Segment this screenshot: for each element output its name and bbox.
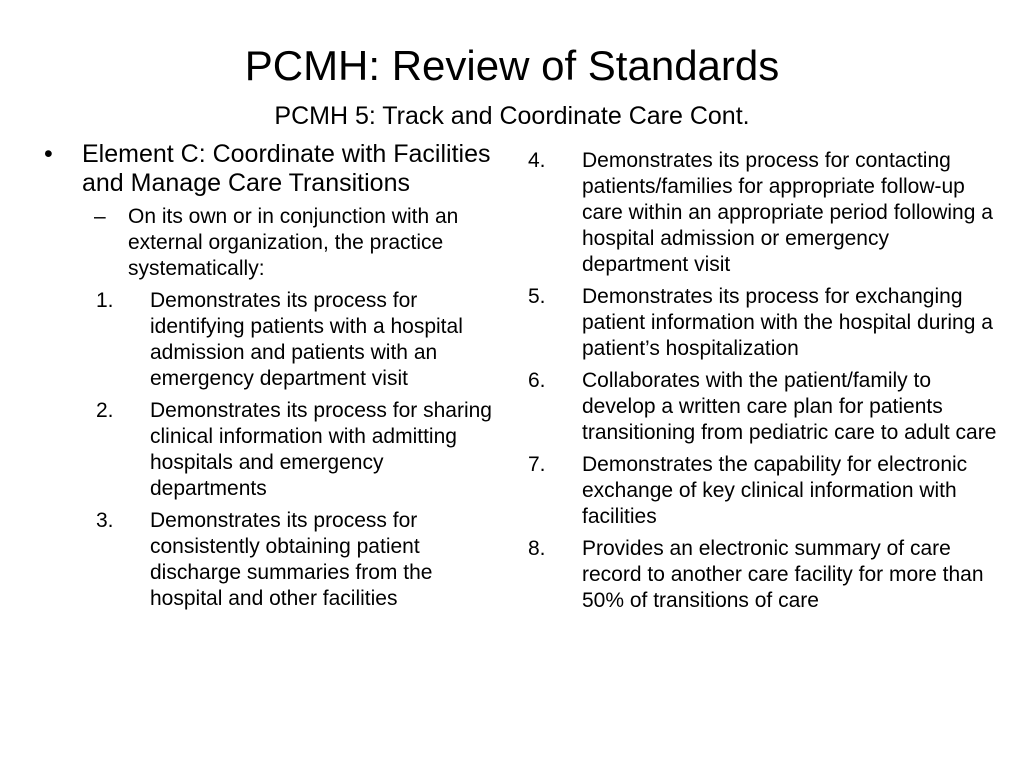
item-text: Demonstrates its process for sharing clinical information with admitting hospitals and emergency departments xyxy=(150,399,492,500)
list-item xyxy=(528,536,998,614)
sub-bullet-text: On its own or in conjunction with an external organization, the practice systematically: xyxy=(128,205,459,280)
list-item xyxy=(528,284,998,362)
item-text: Collaborates with the patient/family to develop a written care plan for patients transitioning from pediatric care to adult care xyxy=(582,369,997,444)
item-number: 7. xyxy=(528,453,546,476)
bullet-marker: • xyxy=(44,140,53,168)
slide-title: PCMH: Review of Standards xyxy=(244,42,780,89)
item-number: 1. xyxy=(96,289,114,312)
item-text: Provides an electronic summary of care record to another care facility for more than 50% of transitions of care xyxy=(582,537,984,612)
item-text: Demonstrates the capability for electronic exchange of key clinical information with facilities xyxy=(582,453,968,528)
list-item xyxy=(528,452,998,530)
item-number: 3. xyxy=(96,509,114,532)
item-text: Demonstrates its process for identifying patients with a hospital admission and patients with an emergency department visit xyxy=(150,289,463,390)
list-item xyxy=(96,288,504,392)
item-number: 6. xyxy=(528,369,546,392)
list-item xyxy=(528,148,998,278)
element-heading: Element C: Coordinate with Facilities and Manage Care Transitions xyxy=(82,140,491,197)
item-text: Demonstrates its process for consistently obtaining patient discharge summaries from the hospital and other facilities xyxy=(150,509,433,610)
right-column xyxy=(528,148,998,620)
right-numbered-list xyxy=(528,148,998,614)
item-number: 8. xyxy=(528,537,546,560)
list-item xyxy=(96,398,504,502)
slide-subtitle: PCMH 5: Track and Coordinate Care Cont. xyxy=(274,102,750,130)
left-column xyxy=(44,140,504,618)
sub-bullet xyxy=(94,204,504,282)
item-number: 4. xyxy=(528,149,546,172)
item-number: 2. xyxy=(96,399,114,422)
element-heading-bullet xyxy=(44,140,504,198)
list-item xyxy=(96,508,504,612)
item-text: Demonstrates its process for exchanging patient information with the hospital during a patient’s hospitalization xyxy=(582,285,993,360)
dash-marker: – xyxy=(94,205,106,228)
list-item xyxy=(528,368,998,446)
item-number: 5. xyxy=(528,285,546,308)
item-text: Demonstrates its process for contacting patients/families for appropriate follow-up care within an appropriate period following a hospital admission or emergency department visit xyxy=(582,149,993,276)
left-numbered-list xyxy=(96,288,504,612)
